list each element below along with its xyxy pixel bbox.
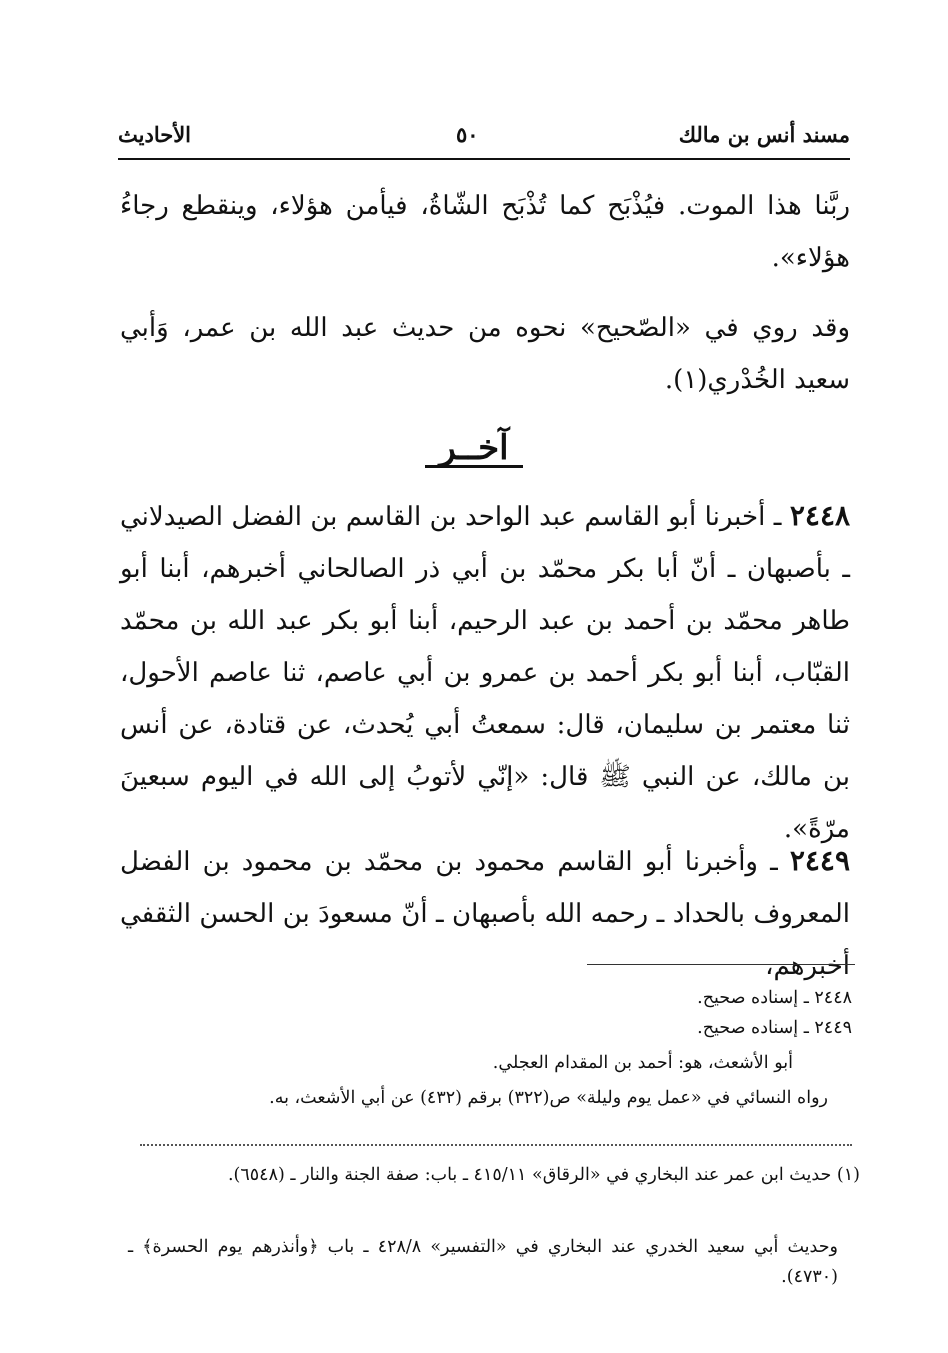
page-number: ٥٠ <box>456 122 479 147</box>
footnote-narrator: أبو الأشعث، هو: أحمد بن المقدام العجلي. <box>492 1053 793 1073</box>
paragraph-2: وقد روي في «الصّحيح» نحوه من حديث عبد الله بن عمر، وَأبي سعيد الخُدْري(١). <box>120 313 850 395</box>
section-heading <box>0 428 948 468</box>
hadith-2449 <box>120 835 850 992</box>
footnote-source: رواه النسائي في «عمل يوم وليلة» ص(٣٢٢) برقم (٤٣٢) عن أبي الأشعث، به. <box>269 1088 828 1108</box>
footnote-2448: ٢٤٤٨ ـ إسناده صحيح. <box>697 988 852 1008</box>
book-title: مسند أنس بن مالك <box>678 122 850 147</box>
footnote-2449: ٢٤٤٩ ـ إسناده صحيح. <box>697 1018 852 1038</box>
notes-divider <box>140 1144 852 1146</box>
paragraph-1: ربَّنا هذا الموت. فيُذْبَح كما تُذْبَح الشّاةُ، فيأمن هؤلاء، وينقطع رجاءُ هؤلاء». <box>120 191 850 273</box>
hadith-number: ٢٤٤٨ <box>789 499 851 532</box>
section-heading-text: آخــر <box>425 431 522 468</box>
endnote-1: (١) حديث ابن عمر عند البخاري في «الرقاق» ٤١٥/١١ ـ باب: صفة الجنة والنار ـ (٦٥٤٨). <box>227 1165 860 1185</box>
hadith-2448 <box>120 490 850 855</box>
hadith-text: ـ وأخبرنا أبو القاسم محمود بن محمّد بن محمود بن الفضل المعروف بالحداد ـ رحمه الله بأصبهان ـ أنّ مسعودَ بن الحسن الثقفي أخبرهم، <box>120 847 850 981</box>
running-header <box>118 118 850 160</box>
hadith-text: ـ أخبرنا أبو القاسم عبد الواحد بن القاسم بن الفضل الصيدلاني ـ بأصبهان ـ أنّ أبا بكر محمّد بن أبي ذر الصالحاني أخبرهم، أبنا أبو طاهر محمّد بن أحمد بن عبد الرحيم، أبنا أبو بكر عبد الله بن محمّد القبّاب، أبنا أبو بكر أحمد بن عمرو بن أبي عاصم، ثنا عاصم الأحول، ثنا معتمر بن سليمان، قال: سمعتُ أبي يُحدث، عن قتادة، عن أنس بن مالك، عن النبي ﷺ قال: «إنّي لأتوبُ إلى الله في اليوم سبعينَ مرّةً». <box>120 502 850 844</box>
endnote-2: وحديث أبي سعيد الخدري عند البخاري في «التفسير» ٤٢٨/٨ ـ باب ﴿وأنذرهم يوم الحسرة﴾ ـ (٤٧٣٠). <box>128 1237 838 1287</box>
section-name: الأحاديث <box>118 122 192 147</box>
hadith-number: ٢٤٤٩ <box>789 844 850 877</box>
footnote-divider <box>587 964 855 965</box>
